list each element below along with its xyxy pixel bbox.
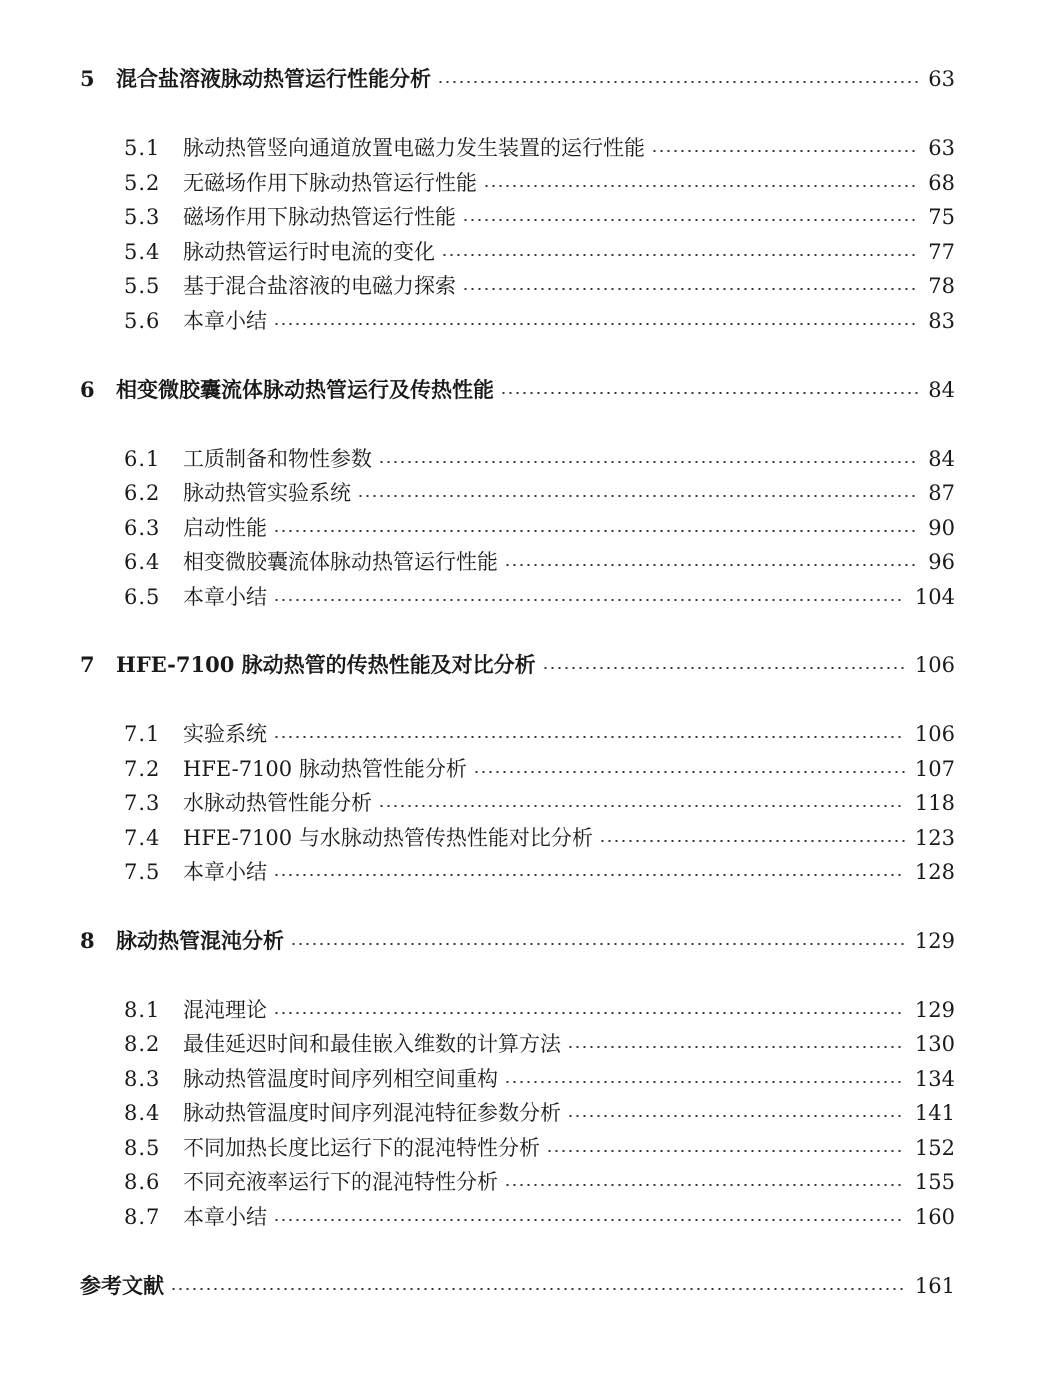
- toc-title: 不同充液率运行下的混沌特性分析: [183, 1170, 498, 1194]
- toc-page-number: 84: [928, 378, 955, 402]
- toc-page-number: 160: [914, 1205, 955, 1229]
- dot-leader: [504, 1184, 905, 1186]
- toc-page-number: 106: [914, 653, 955, 677]
- toc-section-7-4[interactable]: [124, 821, 955, 855]
- toc-section-8-7[interactable]: [124, 1200, 955, 1234]
- toc-title: 本章小结: [183, 1205, 267, 1229]
- toc-number: 6.3: [124, 516, 161, 540]
- toc-page-number: 63: [928, 67, 955, 91]
- toc-number: 8.1: [124, 998, 161, 1022]
- dot-leader: [599, 840, 905, 842]
- toc-title: 相变微胶囊流体脉动热管运行及传热性能: [116, 377, 494, 402]
- toc-page-number: 83: [928, 309, 955, 333]
- toc-page-number: 96: [928, 550, 955, 574]
- dot-leader: [273, 736, 905, 738]
- dot-leader: [273, 874, 905, 876]
- toc-chapter-5[interactable]: [80, 62, 955, 96]
- toc-title: HFE-7100 脉动热管性能分析: [183, 757, 467, 781]
- toc-title: 脉动热管竖向通道放置电磁力发生装置的运行性能: [183, 136, 645, 160]
- toc-chapter-8[interactable]: [80, 924, 955, 958]
- toc-number: 8.5: [124, 1136, 161, 1160]
- toc-title: 磁场作用下脉动热管运行性能: [183, 205, 456, 229]
- toc-number: 5.5: [124, 274, 161, 298]
- toc-page-number: 63: [928, 136, 955, 160]
- toc-section-5-4[interactable]: [124, 235, 955, 269]
- dot-leader: [500, 392, 918, 394]
- dot-leader: [378, 461, 918, 463]
- dot-leader: [462, 219, 918, 221]
- dot-leader: [273, 530, 918, 532]
- dot-leader: [170, 1288, 905, 1290]
- toc-title: 相变微胶囊流体脉动热管运行性能: [183, 550, 498, 574]
- toc-section-5-1[interactable]: [124, 131, 955, 165]
- toc-page-number: 77: [928, 240, 955, 264]
- dot-leader: [273, 323, 918, 325]
- toc-page-number: 155: [914, 1170, 955, 1194]
- toc-number: 7.5: [124, 860, 161, 884]
- toc-title: 工质制备和物性参数: [183, 447, 372, 471]
- dot-leader: [483, 185, 918, 187]
- toc-section-6-1[interactable]: [124, 442, 955, 476]
- dot-leader: [567, 1115, 905, 1117]
- toc-title: 脉动热管运行时电流的变化: [183, 240, 435, 264]
- toc-page-number: 134: [914, 1067, 955, 1091]
- toc-title: HFE-7100 脉动热管的传热性能及对比分析: [116, 652, 536, 677]
- toc-number: 5.4: [124, 240, 161, 264]
- toc-title: 启动性能: [183, 516, 267, 540]
- dot-leader: [357, 495, 918, 497]
- toc-title: 最佳延迟时间和最佳嵌入维数的计算方法: [183, 1032, 561, 1056]
- toc-number: 5: [80, 66, 95, 91]
- toc-section-5-3[interactable]: [124, 200, 955, 234]
- toc-number: 6.2: [124, 481, 161, 505]
- dot-leader: [504, 1081, 905, 1083]
- toc-title: 实验系统: [183, 722, 267, 746]
- toc-number: 7.2: [124, 757, 161, 781]
- toc-title: 参考文献: [80, 1273, 164, 1298]
- dot-leader: [542, 667, 905, 669]
- toc-page-number: 104: [914, 585, 955, 609]
- toc-number: 5.3: [124, 205, 161, 229]
- dot-leader: [273, 599, 905, 601]
- dot-leader: [651, 150, 918, 152]
- toc-section-6-2[interactable]: [124, 476, 955, 510]
- toc-section-8-3[interactable]: [124, 1062, 955, 1096]
- toc-title: 水脉动热管性能分析: [183, 791, 372, 815]
- toc-page-number: 90: [928, 516, 955, 540]
- toc-number: 6.4: [124, 550, 161, 574]
- toc-title: 混合盐溶液脉动热管运行性能分析: [116, 66, 431, 91]
- dot-leader: [273, 1012, 905, 1014]
- toc-number: 5.6: [124, 309, 161, 333]
- toc-number: 6.5: [124, 585, 161, 609]
- toc-references[interactable]: [80, 1269, 955, 1303]
- toc-chapter-6[interactable]: [80, 373, 955, 407]
- toc-number: 5.2: [124, 171, 161, 195]
- toc-section-6-5[interactable]: [124, 580, 955, 614]
- toc-page-number: 78: [928, 274, 955, 298]
- dot-leader: [273, 1219, 905, 1221]
- toc-page-number: 141: [914, 1101, 955, 1125]
- toc-section-7-3[interactable]: [124, 786, 955, 820]
- dot-leader: [441, 254, 918, 256]
- toc-number: 8.6: [124, 1170, 161, 1194]
- toc-page-number: 129: [914, 998, 955, 1022]
- toc-section-5-2[interactable]: [124, 166, 955, 200]
- toc-number: 7.1: [124, 722, 161, 746]
- toc-page-number: 68: [928, 171, 955, 195]
- toc-number: 7: [80, 652, 95, 677]
- toc-page-number: 152: [914, 1136, 955, 1160]
- toc-number: 7.3: [124, 791, 161, 815]
- toc-page-number: 130: [914, 1032, 955, 1056]
- dot-leader: [462, 288, 918, 290]
- toc-number: 6.1: [124, 447, 161, 471]
- toc-number: 5.1: [124, 136, 161, 160]
- toc-page-number: 84: [928, 447, 955, 471]
- dot-leader: [473, 771, 905, 773]
- toc-section-8-5[interactable]: [124, 1131, 955, 1165]
- toc-page-number: 106: [914, 722, 955, 746]
- toc-page-number: 75: [928, 205, 955, 229]
- toc-page-number: 87: [928, 481, 955, 505]
- toc-number: 8.4: [124, 1101, 161, 1125]
- toc-number: 7.4: [124, 826, 161, 850]
- toc-number: 8.2: [124, 1032, 161, 1056]
- toc-section-6-4[interactable]: [124, 545, 955, 579]
- dot-leader: [437, 81, 918, 83]
- toc-page-number: 118: [914, 791, 955, 815]
- toc-page-number: 128: [914, 860, 955, 884]
- toc-page-number: 107: [914, 757, 955, 781]
- toc-page-number: 129: [914, 929, 955, 953]
- toc-number: 8: [80, 928, 95, 953]
- toc-page-number: 161: [914, 1274, 955, 1298]
- dot-leader: [290, 943, 905, 945]
- toc-section-8-6[interactable]: [124, 1165, 955, 1199]
- toc-section-7-1[interactable]: [124, 717, 955, 751]
- dot-leader: [567, 1046, 905, 1048]
- toc-title: 混沌理论: [183, 998, 267, 1022]
- toc-section-8-2[interactable]: [124, 1027, 955, 1061]
- toc-section-6-3[interactable]: [124, 511, 955, 545]
- toc-section-5-5[interactable]: [124, 269, 955, 303]
- toc-section-8-1[interactable]: [124, 993, 955, 1027]
- toc-title: 脉动热管温度时间序列混沌特征参数分析: [183, 1101, 561, 1125]
- toc-page-number: 123: [914, 826, 955, 850]
- toc-title: 本章小结: [183, 585, 267, 609]
- toc-title: 本章小结: [183, 860, 267, 884]
- toc-title: HFE-7100 与水脉动热管传热性能对比分析: [183, 826, 593, 850]
- toc-title: 无磁场作用下脉动热管运行性能: [183, 171, 477, 195]
- toc-number: 6: [80, 377, 95, 402]
- toc-title: 基于混合盐溶液的电磁力探索: [183, 274, 456, 298]
- dot-leader: [504, 564, 918, 566]
- toc-number: 8.3: [124, 1067, 161, 1091]
- dot-leader: [546, 1150, 905, 1152]
- toc-title: 本章小结: [183, 309, 267, 333]
- toc-number: 8.7: [124, 1205, 161, 1229]
- dot-leader: [378, 805, 905, 807]
- toc-section-7-5[interactable]: [124, 855, 955, 889]
- toc-section-7-2[interactable]: [124, 752, 955, 786]
- toc-section-8-4[interactable]: [124, 1096, 955, 1130]
- toc-title: 脉动热管实验系统: [183, 481, 351, 505]
- toc-chapter-7[interactable]: [80, 648, 955, 682]
- toc-title: 不同加热长度比运行下的混沌特性分析: [183, 1136, 540, 1160]
- toc-title: 脉动热管温度时间序列相空间重构: [183, 1067, 498, 1091]
- toc-title: 脉动热管混沌分析: [116, 928, 284, 953]
- toc-section-5-6[interactable]: [124, 304, 955, 338]
